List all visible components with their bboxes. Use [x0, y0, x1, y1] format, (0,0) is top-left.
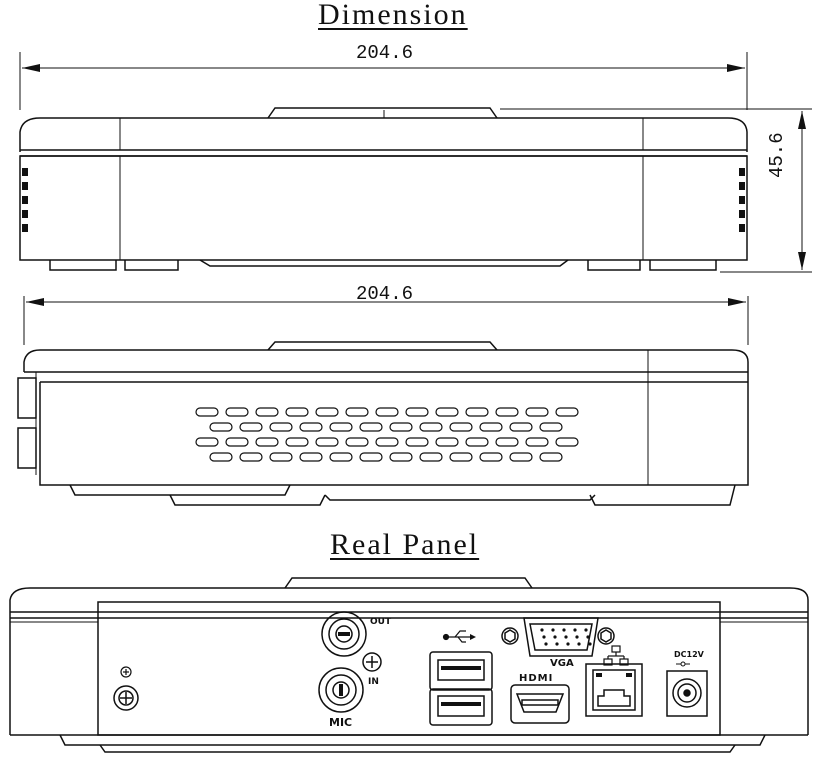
vent-slot: [496, 408, 518, 416]
vent-slot: [330, 453, 352, 461]
power-label: DC12V: [674, 650, 704, 659]
vent-slot: [240, 453, 262, 461]
vga-pin: [573, 628, 576, 631]
vent-slot: [540, 423, 562, 431]
vent-slot: [240, 423, 262, 431]
vent-slot: [316, 408, 338, 416]
vent-slot: [376, 438, 398, 446]
side-width-dimension: 204.6: [356, 283, 414, 305]
vent-slot: [526, 438, 548, 446]
vent-slot: [256, 438, 278, 446]
vent-slot: [210, 453, 232, 461]
real-panel-heading: Real Panel: [330, 528, 480, 561]
vent-slot: [390, 453, 412, 461]
vga-pin: [542, 635, 545, 638]
front-view: [20, 52, 812, 272]
vent-slot: [496, 438, 518, 446]
vent-slot: [480, 453, 502, 461]
vent-slot: [466, 408, 488, 416]
vent-slot: [360, 423, 382, 431]
vga-pin: [553, 635, 556, 638]
usb-icon: [444, 631, 477, 642]
vga-pin: [540, 628, 543, 631]
vent-slot: [300, 453, 322, 461]
hdmi-port: [511, 685, 569, 723]
vent-slot: [330, 423, 352, 431]
vent-slot: [436, 408, 458, 416]
vga-pin: [584, 628, 587, 631]
vent-slot: [556, 408, 578, 416]
vga-pin: [588, 642, 591, 645]
vga-pin: [564, 635, 567, 638]
vent-slot: [286, 408, 308, 416]
dimension-heading: Dimension: [318, 0, 468, 31]
vga-pin: [566, 642, 569, 645]
vga-pin: [551, 628, 554, 631]
vent-slot: [450, 423, 472, 431]
vent-slot: [256, 408, 278, 416]
audio-screw-icon: [363, 653, 381, 671]
vga-pin: [544, 642, 547, 645]
vent-slot: [406, 438, 428, 446]
vent-slot: [270, 423, 292, 431]
vent-slot: [390, 423, 412, 431]
vent-slot: [420, 423, 442, 431]
vent-slot: [210, 423, 232, 431]
vga-pin: [586, 635, 589, 638]
vent-slot: [466, 438, 488, 446]
vent-slot: [436, 438, 458, 446]
ground-screw-icon: [114, 686, 138, 710]
vent-slot: [346, 408, 368, 416]
vent-slot: [406, 408, 428, 416]
dc-power-jack: [667, 671, 707, 716]
dc-polarity-icon: [676, 662, 690, 666]
vent-slot: [526, 408, 548, 416]
side-view: [18, 296, 748, 505]
vga-pin: [562, 628, 565, 631]
vent-slot: [360, 453, 382, 461]
hdmi-label: HDMI: [519, 673, 554, 684]
vent-slot: [480, 423, 502, 431]
vga-pin: [577, 642, 580, 645]
vga-label: VGA: [550, 658, 574, 669]
vent-slot: [196, 438, 218, 446]
audio-out-jack: [322, 612, 366, 656]
side-vent-grid: [196, 408, 578, 461]
vent-slot: [510, 453, 532, 461]
vent-slot: [450, 453, 472, 461]
usb-ports: [430, 652, 492, 725]
height-dimension: 45.6: [766, 132, 788, 178]
vent-slot: [420, 453, 442, 461]
vent-slot: [510, 423, 532, 431]
vent-slot: [376, 408, 398, 416]
rear-panel-view: [10, 578, 808, 752]
front-side-vents: [22, 168, 745, 232]
ground-icon: [121, 667, 131, 677]
vent-slot: [226, 408, 248, 416]
vent-slot: [286, 438, 308, 446]
audio-in-label: IN: [368, 677, 379, 687]
front-width-dimension: 204.6: [356, 42, 414, 64]
vga-port: [502, 618, 614, 656]
vent-slot: [226, 438, 248, 446]
mic-label: MIC: [329, 716, 353, 729]
vent-slot: [270, 453, 292, 461]
vent-slot: [346, 438, 368, 446]
ethernet-port: [586, 664, 642, 716]
vent-slot: [300, 423, 322, 431]
vent-slot: [540, 453, 562, 461]
audio-in-jack: [319, 668, 363, 712]
vent-slot: [316, 438, 338, 446]
vga-pin: [555, 642, 558, 645]
vga-pin: [575, 635, 578, 638]
audio-out-label: OUT: [370, 617, 392, 627]
network-icon: [604, 646, 628, 665]
vent-slot: [196, 408, 218, 416]
vent-slot: [556, 438, 578, 446]
